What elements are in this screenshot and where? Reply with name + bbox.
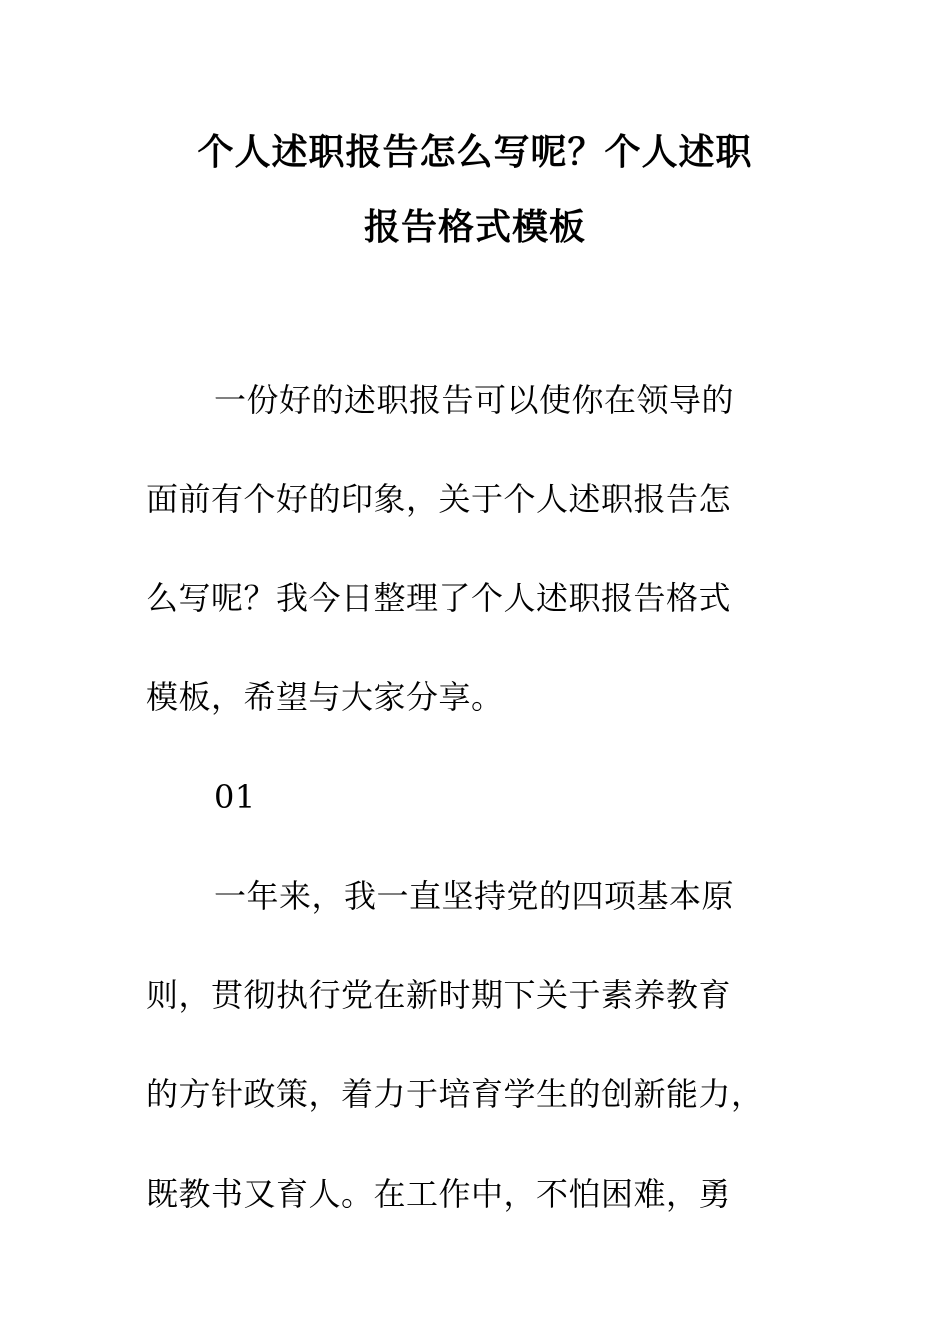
- paragraph-line: 么写呢？我今日整理了个人述职报告格式: [146, 579, 732, 617]
- paragraph-line: 则，贯彻执行党在新时期下关于素养教育: [146, 976, 732, 1014]
- paragraph-line: 的方针政策，着力于培育学生的创新能力，: [146, 1075, 764, 1113]
- paragraph-line: 一年来，我一直坚持党的四项基本原: [214, 877, 735, 915]
- paragraph-line: 既教书又育人。在工作中，不怕困难，勇: [146, 1175, 732, 1213]
- paragraph-line: 一份好的述职报告可以使你在领导的: [214, 381, 735, 419]
- document-title-line-1: 个人述职报告怎么写呢？个人述职: [197, 131, 753, 173]
- paragraph-line: 模板，希望与大家分享。: [146, 678, 504, 716]
- document-title-line-2: 报告格式模板: [363, 206, 586, 248]
- section-number: 01: [214, 778, 256, 816]
- paragraph-line: 面前有个好的印象，关于个人述职报告怎: [146, 480, 732, 518]
